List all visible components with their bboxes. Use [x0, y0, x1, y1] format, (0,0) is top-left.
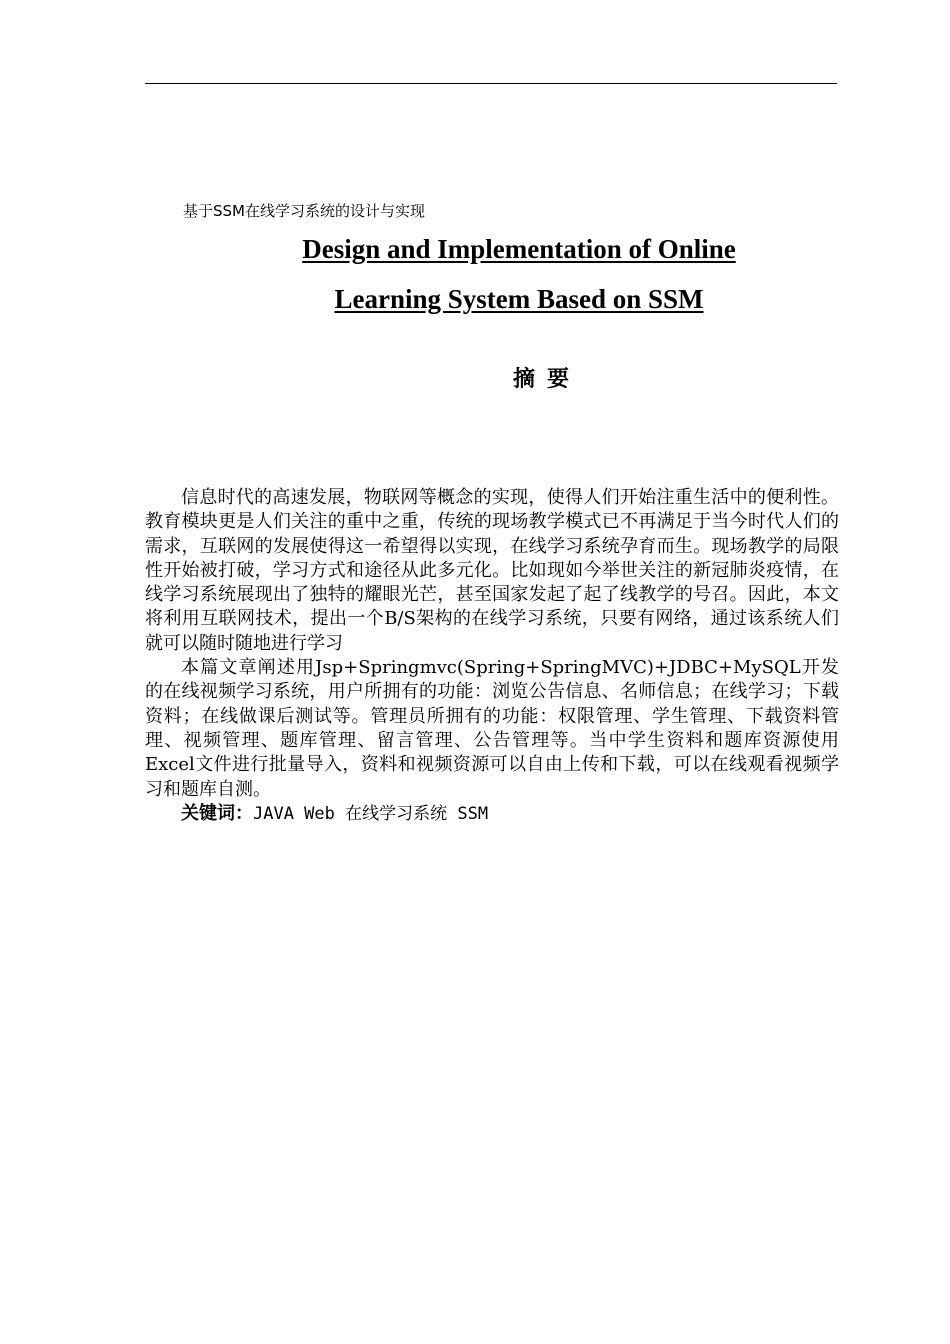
- english-title-line-2: Learning System Based on SSM: [334, 284, 704, 314]
- header-rule: [145, 83, 837, 84]
- english-title-line-1: Design and Implementation of Online: [302, 234, 736, 264]
- abstract-heading: 摘要: [512, 367, 582, 392]
- chinese-title: 基于SSM在线学习系统的设计与实现: [183, 202, 425, 220]
- abstract-paragraph-2: 本篇文章阐述用Jsp+Springmvc(Spring+SpringMVC)+JDBC+MySQL开发的在线视频学习系统，用户所拥有的功能：浏览公告信息、名师信息；在线学习；下载资料；在线做课后测试等。管理员所拥有的功能：权限管理、学生管理、下载资料管理、视频管理、题库管理、留言管理、公告管理等。当中学生资料和题库资源使用Excel文件进行批量导入，资料和视频资源可以自由上传和下载，可以在线观看视频学习和题库自测。: [145, 657, 839, 800]
- keywords-label: 关键词：: [181, 802, 253, 824]
- keywords-line: [145, 802, 839, 826]
- keywords-value: JAVA Web 在线学习系统 SSM: [253, 803, 489, 824]
- abstract-body: [145, 486, 839, 826]
- abstract-paragraph-1: 信息时代的高速发展，物联网等概念的实现，使得人们开始注重生活中的便利性。教育模块更是人们关注的重中之重，传统的现场教学模式已不再满足于当今时代人们的需求，互联网的发展使得这一希望得以实现，在线学习系统孕育而生。现场教学的局限性开始被打破，学习方式和途径从此多元化。比如现如今举世关注的新冠肺炎疫情，在线学习系统展现出了独特的耀眼光芒，甚至国家发起了起了线教学的号召。因此，本文将利用互联网技术，提出一个B/S架构的在线学习系统，只要有网络，通过该系统人们就可以随时随地进行学习: [145, 487, 839, 654]
